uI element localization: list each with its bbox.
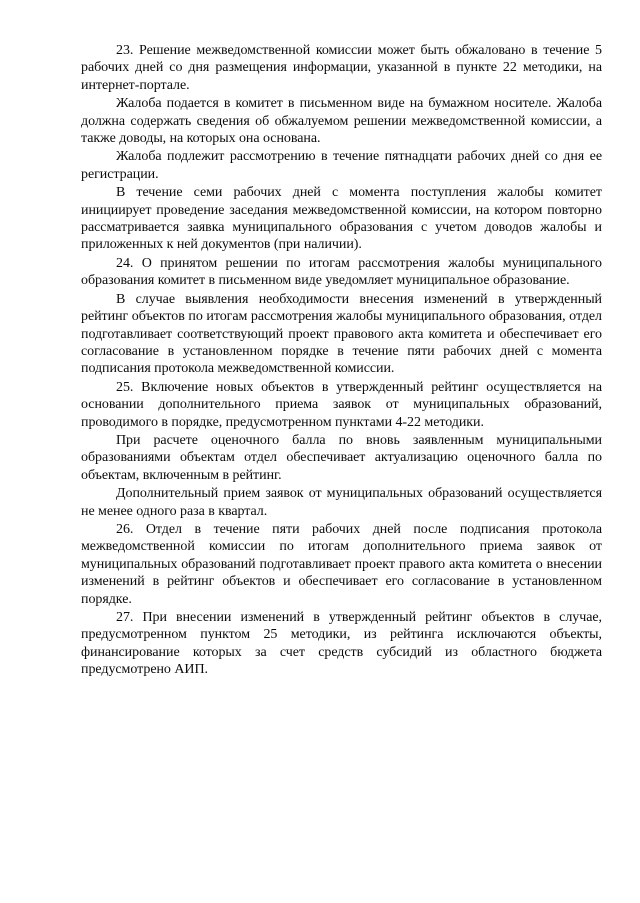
paragraph-score-update: При расчете оценочного балла по вновь заявленным муниципальными образованиями объектам отдел обеспечивает актуализацию оценочного балла по объектам, включенным в рейтинг. [81,432,602,483]
paragraph-commission-meeting: В течение семи рабочих дней с момента поступления жалобы комитет инициирует проведение заседания межведомственной комиссии, на котором повторно рассматривается заявка муниципального образования с учетом доводов жалобы и приложенных к ней документов (при наличии). [81,185,602,253]
paragraph-complaint-term: Жалоба подлежит рассмотрению в течение пятнадцати рабочих дней со дня ее регистрации. [81,149,602,182]
paragraph-rating-changes: В случае выявления необходимости внесения изменений в утвержденный рейтинг объектов по итогам рассмотрения жалобы муниципального образования, отдел подготавливает соответствующий проект правового акта комитета и обеспечивает его согласование в установленном порядке в течение пяти рабочих дней с момента подписания протокола межведомственной комиссии. [81,291,602,377]
paragraph-23: 23. Решение межведомственной комиссии может быть обжаловано в течение 5 рабочих дней со дня размещения информации, указанной в пункте 22 методики, на интернет-портале. [81,43,602,93]
paragraph-complaint-form: Жалоба подается в комитет в письменном виде на бумажном носителе. Жалоба должна содержать сведения об обжалуемом решении межведомственной комиссии, а также доводы, на которых она основана. [81,96,602,147]
paragraph-25: 25. Включение новых объектов в утвержденный рейтинг осуществляется на основании дополнительного приема заявок от муниципальных образований, проводимого в порядке, предусмотренном пунктами 4-22 методики. [81,379,602,430]
document-body [81,42,602,679]
paragraph-26: 26. Отдел в течение пяти рабочих дней после подписания протокола межведомственной комиссии по итогам дополнительного приема заявок от муниципальных образований подготавливает проект правого акта комитета о внесении изменений в рейтинг объектов и обеспечивает его согласование в установленном порядке. [81,521,602,607]
paragraph-27: 27. При внесении изменений в утвержденный рейтинг объектов в случае, предусмотренном пунктом 25 методики, из рейтинга исключаются объекты, финансирование которых за счет средств субсидий из областного бюджета предусмотрено АИП. [81,610,602,678]
paragraph-additional-intake: Дополнительный прием заявок от муниципальных образований осуществляется не менее одного раза в квартал. [81,486,602,519]
paragraph-24: 24. О принятом решении по итогам рассмотрения жалобы муниципального образования комитет в письменном виде уведомляет муниципальное образование. [81,255,602,289]
